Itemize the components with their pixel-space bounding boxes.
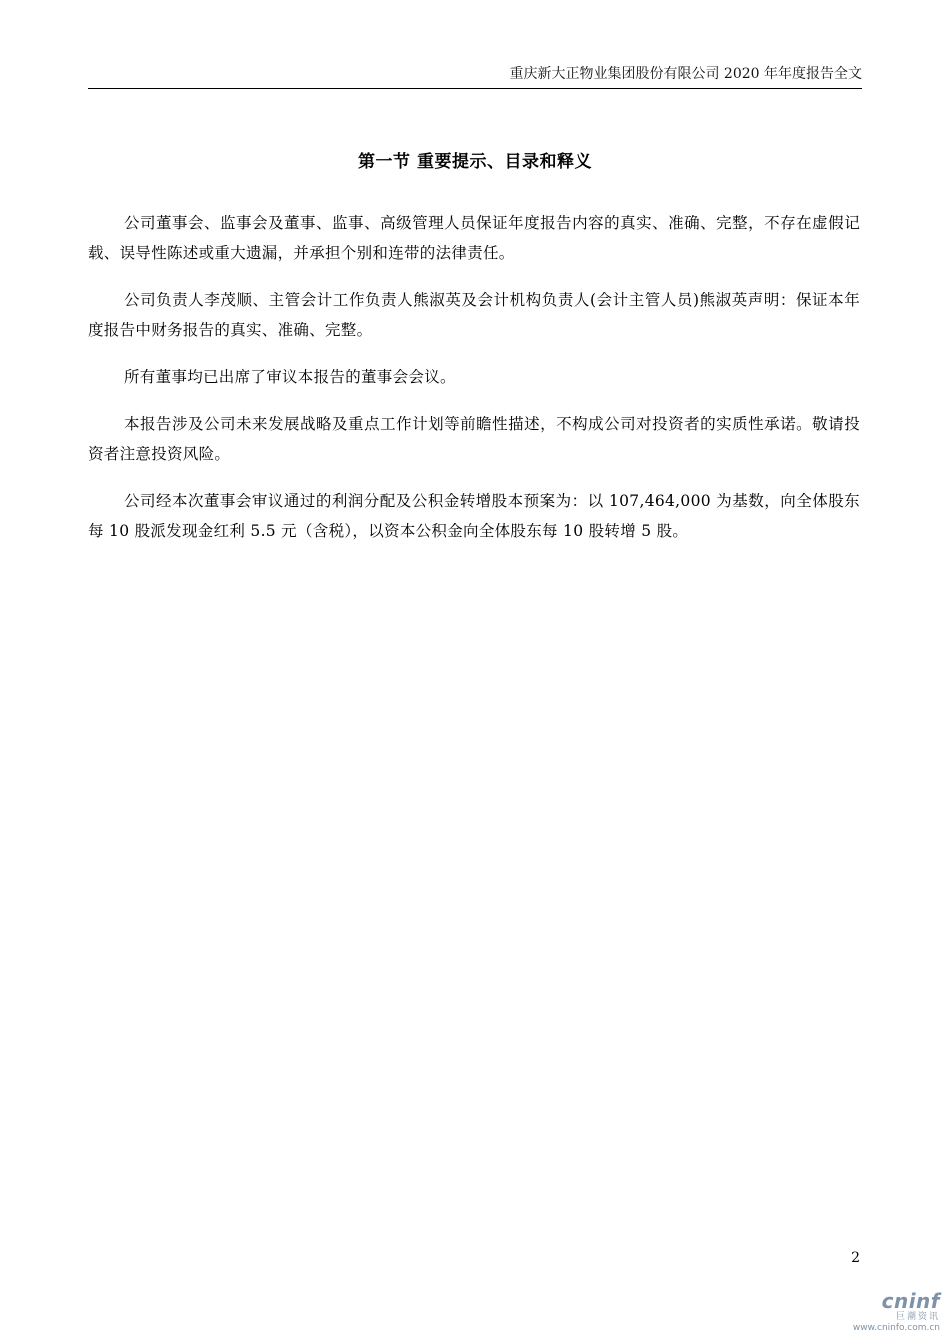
watermark-url: www.cninfo.com.cn bbox=[852, 1323, 940, 1333]
paragraph-responsible-persons: 公司负责人李茂顺、主管会计工作负责人熊淑英及会计机构负责人(会计主管人员)熊淑英声明：保证本年度报告中财务报告的真实、准确、完整。 bbox=[88, 291, 860, 339]
page-number: 2 bbox=[851, 1250, 860, 1266]
paragraph-forward-looking: 本报告涉及公司未来发展战略及重点工作计划等前瞻性描述，不构成公司对投资者的实质性承诺。敬请投资者注意投资风险。 bbox=[88, 415, 860, 463]
running-header: 重庆新大正物业集团股份有限公司 2020 年年度报告全文 bbox=[509, 66, 862, 82]
header-rule bbox=[88, 88, 862, 89]
paragraph-directors-attendance: 所有董事均已出席了审议本报告的董事会会议。 bbox=[124, 368, 456, 386]
body-text bbox=[88, 208, 860, 563]
section-title: 第一节 重要提示、目录和释义 bbox=[358, 152, 592, 172]
watermark-logo: cninf bbox=[881, 1289, 940, 1313]
paragraph-profit-distribution: 公司经本次董事会审议通过的利润分配及公积金转增股本预案为：以 107,464,000 为基数，向全体股东每 10 股派发现金红利 5.5 元（含税），以资本公积金向全体股东每 10 股转增 5 股。 bbox=[88, 492, 860, 540]
paragraph-board-guarantee: 公司董事会、监事会及董事、监事、高级管理人员保证年度报告内容的真实、准确、完整，不存在虚假记载、误导性陈述或重大遗漏，并承担个别和连带的法律责任。 bbox=[88, 214, 860, 262]
watermark-subtitle: 巨潮资讯 bbox=[895, 1312, 940, 1322]
cninfo-watermark bbox=[830, 1290, 940, 1334]
